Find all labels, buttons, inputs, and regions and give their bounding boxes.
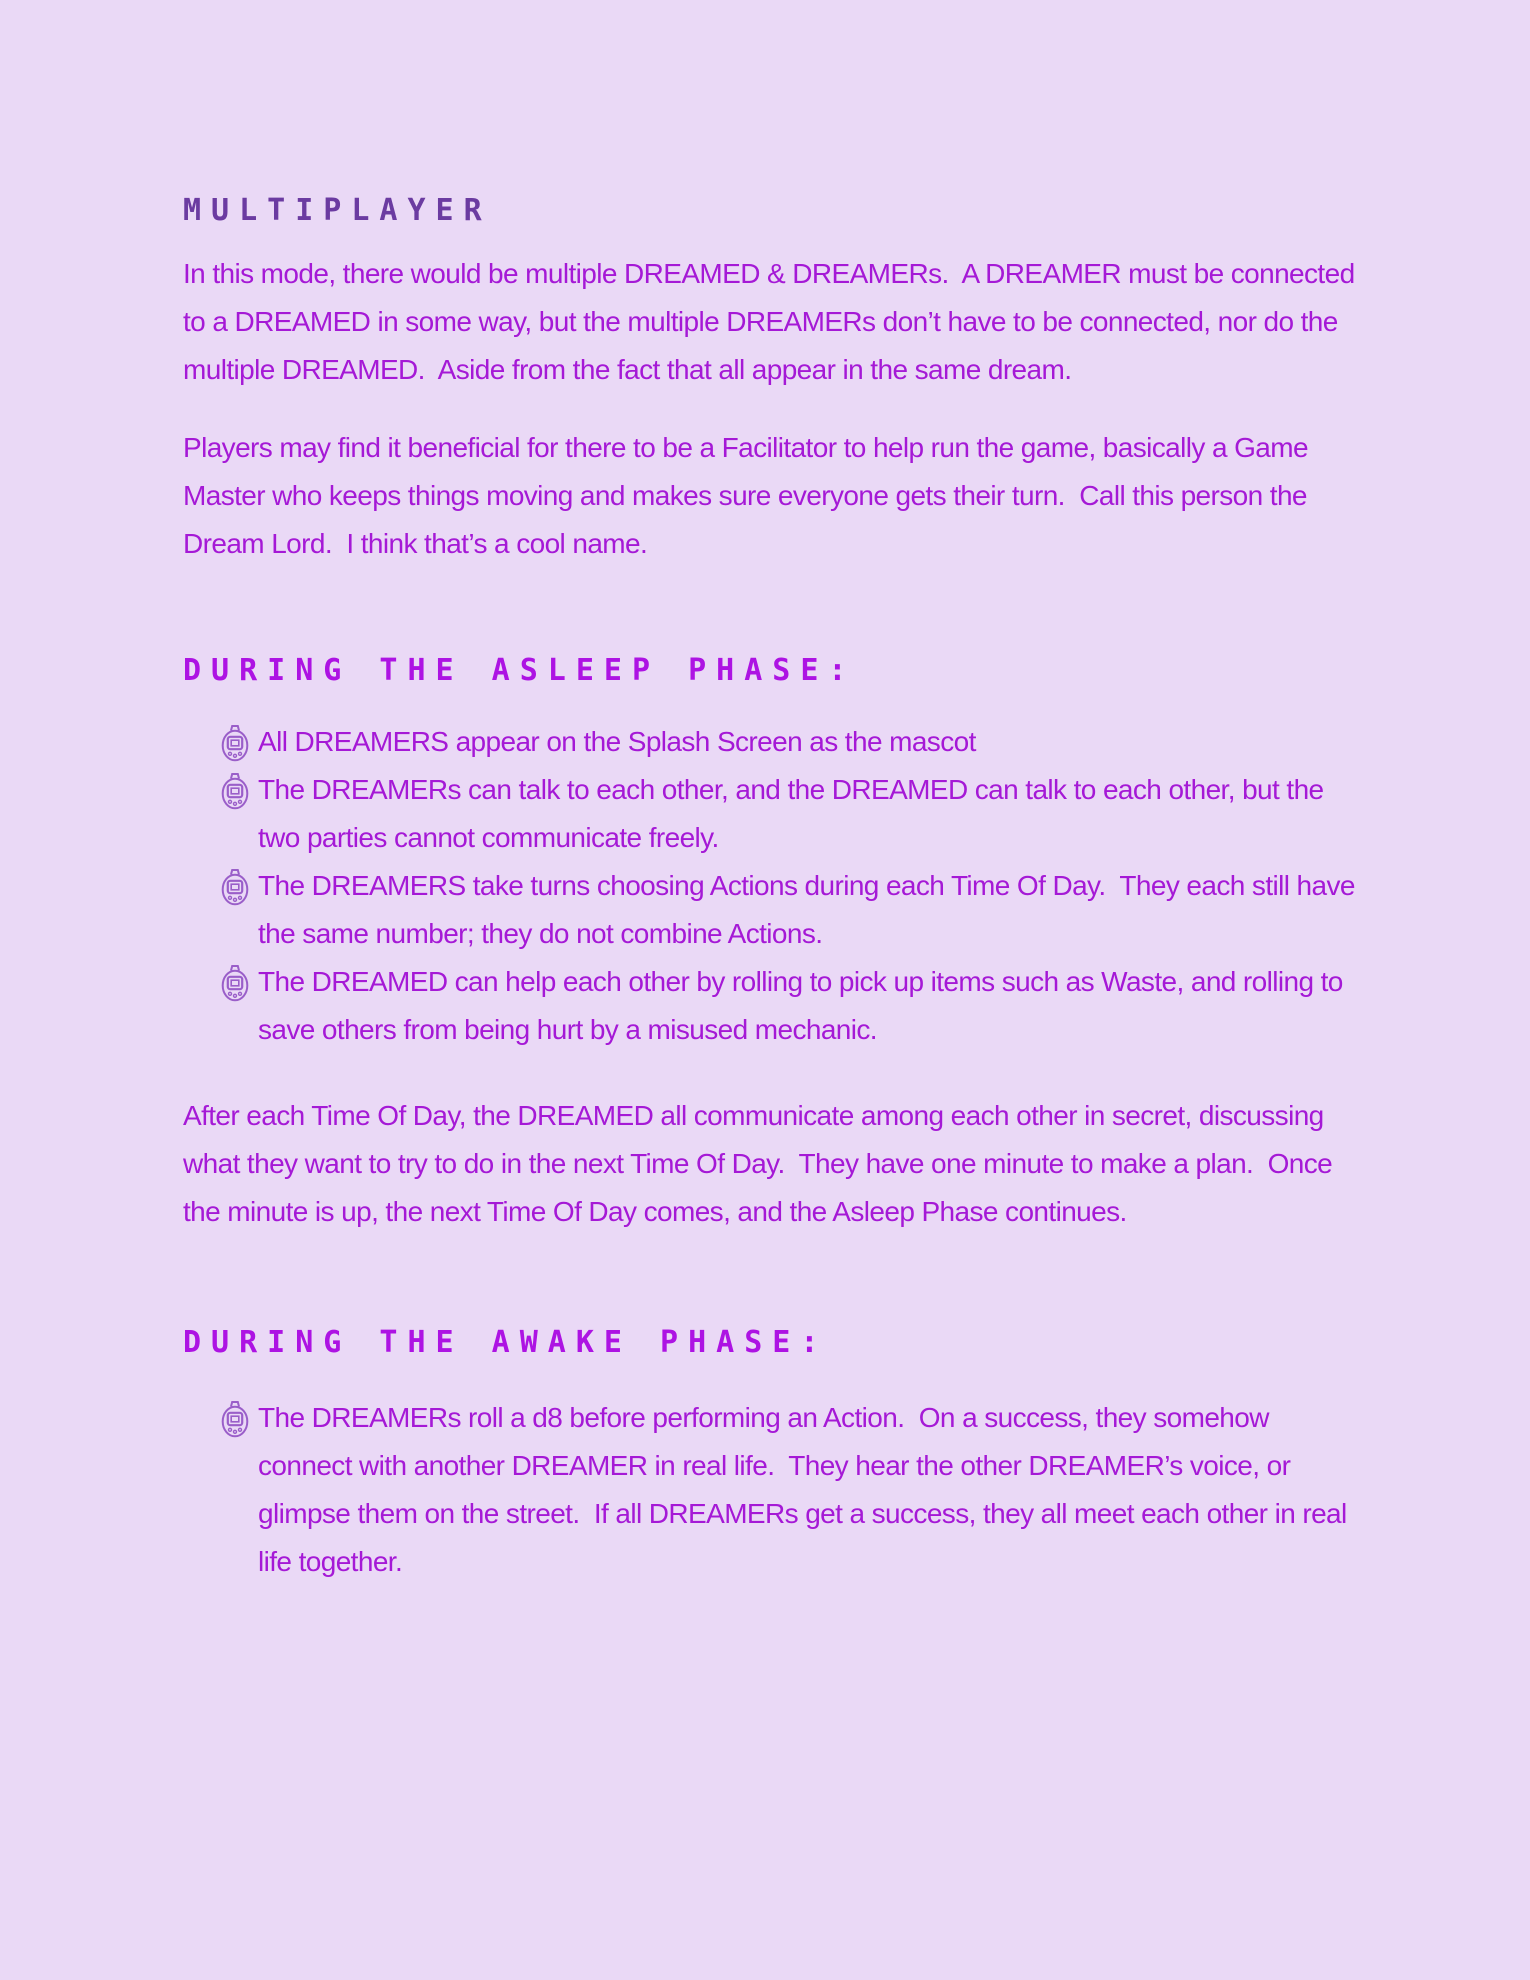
awake-phase-bullet-list (183, 1394, 1355, 1586)
tamagotchi-icon (221, 723, 249, 763)
section-heading-asleep-phase: DURING THE ASLEEP PHASE: (183, 653, 857, 688)
list-item (221, 862, 1363, 958)
bullet-text: The DREAMED can help each other by rolling to pick up items such as Waste, and rolling to save others from being hurt by a misused mechanic. (258, 966, 1350, 1045)
multiplayer-paragraph-2: Players may find it beneficial for there to be a Facilitator to help run the game, basically a Game Master who keeps things moving and makes sure everyone gets their turn. Call this person the Dream Lord. I think that’s a cool name. (183, 432, 1316, 559)
tamagotchi-icon (221, 1399, 249, 1439)
bullet-text: All DREAMERS appear on the Splash Screen as the mascot (258, 726, 976, 757)
tamagotchi-icon (221, 771, 249, 811)
asleep-phase-summary-paragraph: After each Time Of Day, the DREAMED all communicate among each other in secret, discussing what they want to try to do in the next Time Of Day. They have one minute to make a plan. Once the minute is up, the next Time Of Day comes, and the Asleep Phase continues. (183, 1100, 1340, 1227)
list-item (221, 718, 1355, 766)
asleep-phase-bullet-list (183, 718, 1363, 1054)
bullet-text: The DREAMERS take turns choosing Actions during each Time Of Day. They each still have the same number; they do not combine Actions. (258, 870, 1363, 949)
list-item (221, 766, 1355, 862)
list-item (221, 1394, 1355, 1586)
tamagotchi-icon (221, 963, 249, 1003)
list-item (221, 958, 1355, 1054)
bullet-text: The DREAMERs roll a d8 before performing an Action. On a success, they somehow connect with another DREAMER in real life. They hear the other DREAMER’s voice, or glimpse them on the street. If all DREAMERs get a success, they all meet each other in real life together. (258, 1402, 1354, 1577)
section-heading-awake-phase: DURING THE AWAKE PHASE: (183, 1325, 829, 1360)
tamagotchi-icon (221, 867, 249, 907)
section-heading-multiplayer: MULTIPLAYER (183, 193, 492, 228)
bullet-text: The DREAMERs can talk to each other, and the DREAMED can talk to each other, but the two parties cannot communicate freely. (258, 774, 1331, 853)
multiplayer-paragraph-1: In this mode, there would be multiple DREAMED & DREAMERs. A DREAMER must be connected to a DREAMED in some way, but the multiple DREAMERs don’t have to be connected, nor do the multiple DREAMED. Aside from the fact that all appear in the same dream. (183, 258, 1362, 385)
